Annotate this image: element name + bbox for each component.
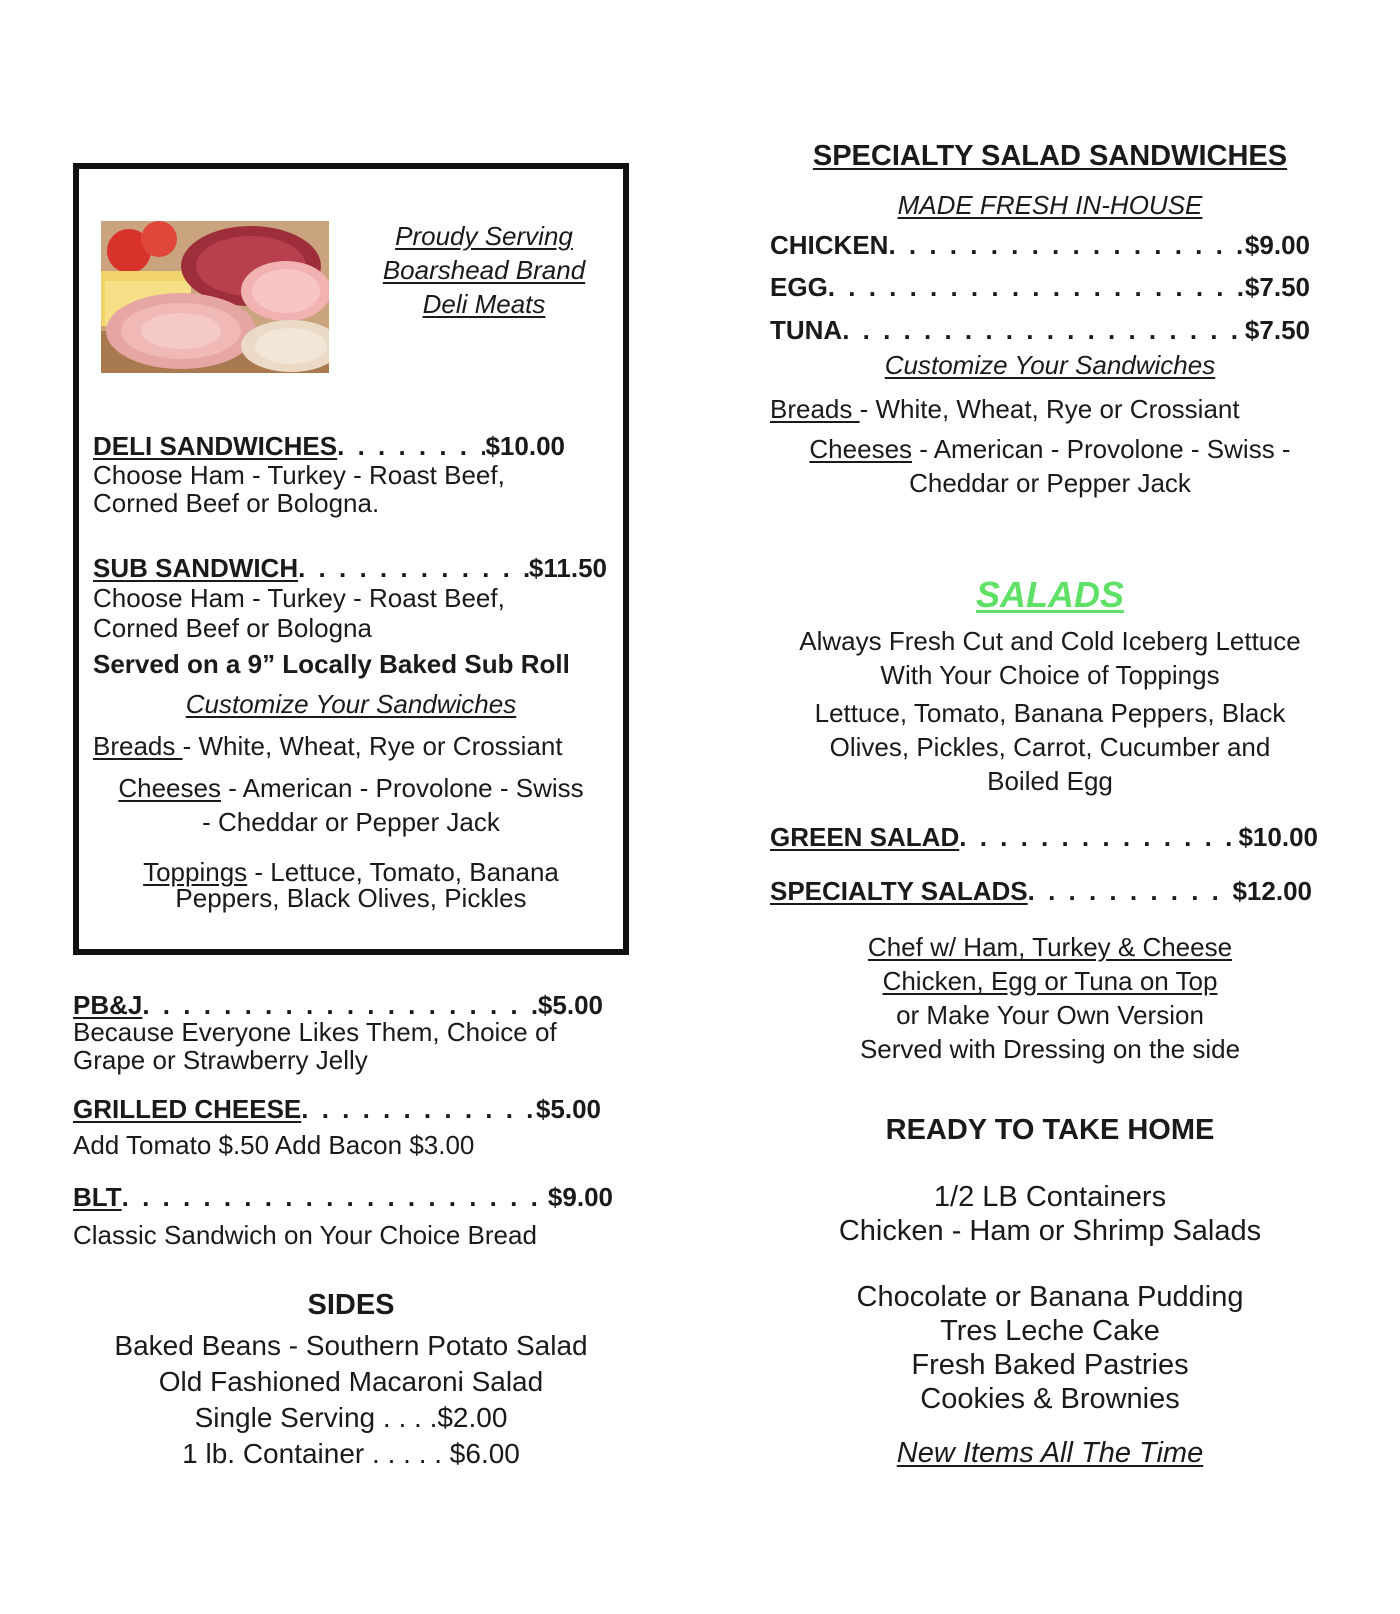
boarshead-tagline <box>364 219 604 321</box>
grilled-cheese-name: GRILLED CHEESE <box>73 1094 302 1124</box>
salad-options <box>770 930 1330 1066</box>
pbj-name: PB&J <box>73 990 143 1020</box>
sub-sandwich-row <box>93 553 607 584</box>
dot-leader <box>122 1182 548 1213</box>
cheeses-block <box>79 773 623 837</box>
salads-intro-line: Always Fresh Cut and Cold Iceberg Lettuce <box>799 626 1301 656</box>
sub-sandwich-name: SUB SANDWICH <box>93 553 299 583</box>
salads-intro-line: Boiled Egg <box>987 766 1113 796</box>
tuna-row <box>770 315 1310 346</box>
desc-line: Choose Ham - Turkey - Roast Beef, <box>93 583 505 613</box>
desc-line: Corned Beef or Bologna <box>93 613 372 643</box>
blt-name: BLT <box>73 1182 122 1212</box>
sides-line: Baked Beans - Southern Potato Salad <box>114 1330 588 1361</box>
deli-menu-box <box>73 163 629 955</box>
sub-sandwich-desc <box>93 583 505 643</box>
cheeses-options-2: - Cheddar or Pepper Jack <box>202 807 500 837</box>
desc-line: Corned Beef or Bologna. <box>93 488 380 518</box>
desc-line: Choose Ham - Turkey - Roast Beef, <box>93 460 505 490</box>
cheeses-options: - American - Provolone - Swiss - <box>912 434 1291 464</box>
sides-line: Single Serving . . . .$2.00 <box>194 1402 508 1433</box>
take-home-line: Chicken - Ham or Shrimp Salads <box>838 1215 1262 1247</box>
deli-sandwiches-desc <box>93 461 505 517</box>
cheeses-options: - American - Provolone - Swiss <box>220 773 584 803</box>
cheeses-options-2: Cheddar or Pepper Jack <box>909 468 1191 498</box>
dot-leader <box>828 272 1245 303</box>
pbj-price: $5.00 <box>537 990 603 1020</box>
take-home-containers <box>770 1180 1330 1248</box>
dessert-line: Fresh Baked Pastries <box>911 1349 1189 1381</box>
egg-name: EGG <box>770 272 828 302</box>
blt-price: $9.00 <box>547 1182 613 1212</box>
take-home-desserts <box>770 1280 1330 1416</box>
dot-leader <box>959 822 1238 853</box>
chicken-price: $9.00 <box>1244 230 1310 260</box>
new-items-footer: New Items All The Time <box>896 1437 1204 1469</box>
salad-option-line: or Make Your Own Version <box>896 1000 1204 1030</box>
dessert-line: Tres Leche Cake <box>940 1315 1160 1347</box>
customize-heading: Customize Your Sandwiches <box>185 689 517 719</box>
salad-option-line: Chef w/ Ham, Turkey & Cheese <box>867 932 1233 962</box>
desc-line: Because Everyone Likes Them, Choice of <box>73 1017 557 1047</box>
green-salad-row <box>770 822 1318 853</box>
dot-leader <box>301 1094 536 1125</box>
tagline-line-1: Proudy Serving <box>395 221 573 251</box>
dessert-line: Chocolate or Banana Pudding <box>856 1281 1244 1313</box>
breads-line <box>93 731 563 761</box>
cheeses-label: Cheeses <box>118 773 221 803</box>
tagline-line-2: Boarshead Brand <box>382 255 586 285</box>
dot-leader <box>888 230 1244 261</box>
deli-sandwiches-name: DELI SANDWICHES <box>93 431 338 461</box>
breads-options: - White, Wheat, Rye or Crossiant <box>859 394 1240 424</box>
deli-sandwiches-row <box>93 431 565 462</box>
egg-price: $7.50 <box>1244 272 1310 302</box>
breads-label: Breads <box>770 394 860 424</box>
sub-sandwich-price: $11.50 <box>528 553 607 583</box>
salads-intro-line: Lettuce, Tomato, Banana Peppers, Black <box>814 698 1286 728</box>
sides-list <box>73 1328 629 1472</box>
salad-option-line: Chicken, Egg or Tuna on Top <box>882 966 1218 996</box>
salad-option-line: Served with Dressing on the side <box>859 1034 1241 1064</box>
tagline-line-3: Deli Meats <box>422 289 546 319</box>
specialty-salads-row <box>770 876 1312 907</box>
chicken-name: CHICKEN <box>770 230 889 260</box>
toppings-block <box>79 859 623 911</box>
blt-row <box>73 1182 613 1213</box>
specialty-title: SPECIALTY SALAD SANDWICHES <box>812 140 1288 172</box>
dot-leader <box>842 315 1245 346</box>
chicken-row <box>770 230 1310 261</box>
toppings-options-2: Peppers, Black Olives, Pickles <box>175 883 527 913</box>
pbj-desc <box>73 1018 557 1074</box>
dessert-line: Cookies & Brownies <box>920 1383 1180 1415</box>
tuna-price: $7.50 <box>1244 315 1310 345</box>
dot-leader <box>1028 876 1233 907</box>
breads-options: - White, Wheat, Rye or Crossiant <box>182 731 563 761</box>
specialty-salads-price: $12.00 <box>1232 876 1312 906</box>
grilled-cheese-desc: Add Tomato $.50 Add Bacon $3.00 <box>73 1130 475 1160</box>
sides-line: Old Fashioned Macaroni Salad <box>158 1366 544 1397</box>
take-home-line: 1/2 LB Containers <box>933 1181 1167 1213</box>
deli-sandwiches-price: $10.00 <box>485 431 565 461</box>
green-salad-price: $10.00 <box>1238 822 1318 852</box>
tuna-name: TUNA <box>770 315 843 345</box>
specialty-cheeses-block <box>770 432 1330 500</box>
specialty-customize: Customize Your Sandwiches <box>884 350 1216 380</box>
salads-intro-line: With Your Choice of Toppings <box>880 660 1220 690</box>
cheeses-label: Cheeses <box>809 434 913 464</box>
breads-label: Breads <box>93 731 183 761</box>
specialty-salads-name: SPECIALTY SALADS <box>770 876 1028 906</box>
dot-leader <box>337 431 485 462</box>
blt-desc: Classic Sandwich on Your Choice Bread <box>73 1220 537 1250</box>
salads-title: SALADS <box>975 574 1124 615</box>
sides-line: 1 lb. Container . . . . . $6.00 <box>182 1438 520 1469</box>
salads-intro-line: Olives, Pickles, Carrot, Cucumber and <box>829 732 1271 762</box>
specialty-breads-line <box>770 392 1240 426</box>
egg-row <box>770 272 1310 303</box>
desc-line: Grape or Strawberry Jelly <box>73 1045 368 1075</box>
grilled-cheese-price: $5.00 <box>535 1094 601 1124</box>
dot-leader <box>298 553 529 584</box>
toppings-label: Toppings <box>143 857 248 887</box>
take-home-title: READY TO TAKE HOME <box>885 1114 1215 1146</box>
green-salad-name: GREEN SALAD <box>770 822 960 852</box>
grilled-cheese-row <box>73 1094 601 1125</box>
toppings-options: - Lettuce, Tomato, Banana <box>247 857 559 887</box>
deli-meats-photo <box>101 221 329 373</box>
sides-title: SIDES <box>307 1289 395 1321</box>
specialty-subtitle: MADE FRESH IN-HOUSE <box>897 190 1203 220</box>
sub-roll-note: Served on a 9” Locally Baked Sub Roll <box>93 649 570 679</box>
salads-intro <box>770 624 1330 798</box>
